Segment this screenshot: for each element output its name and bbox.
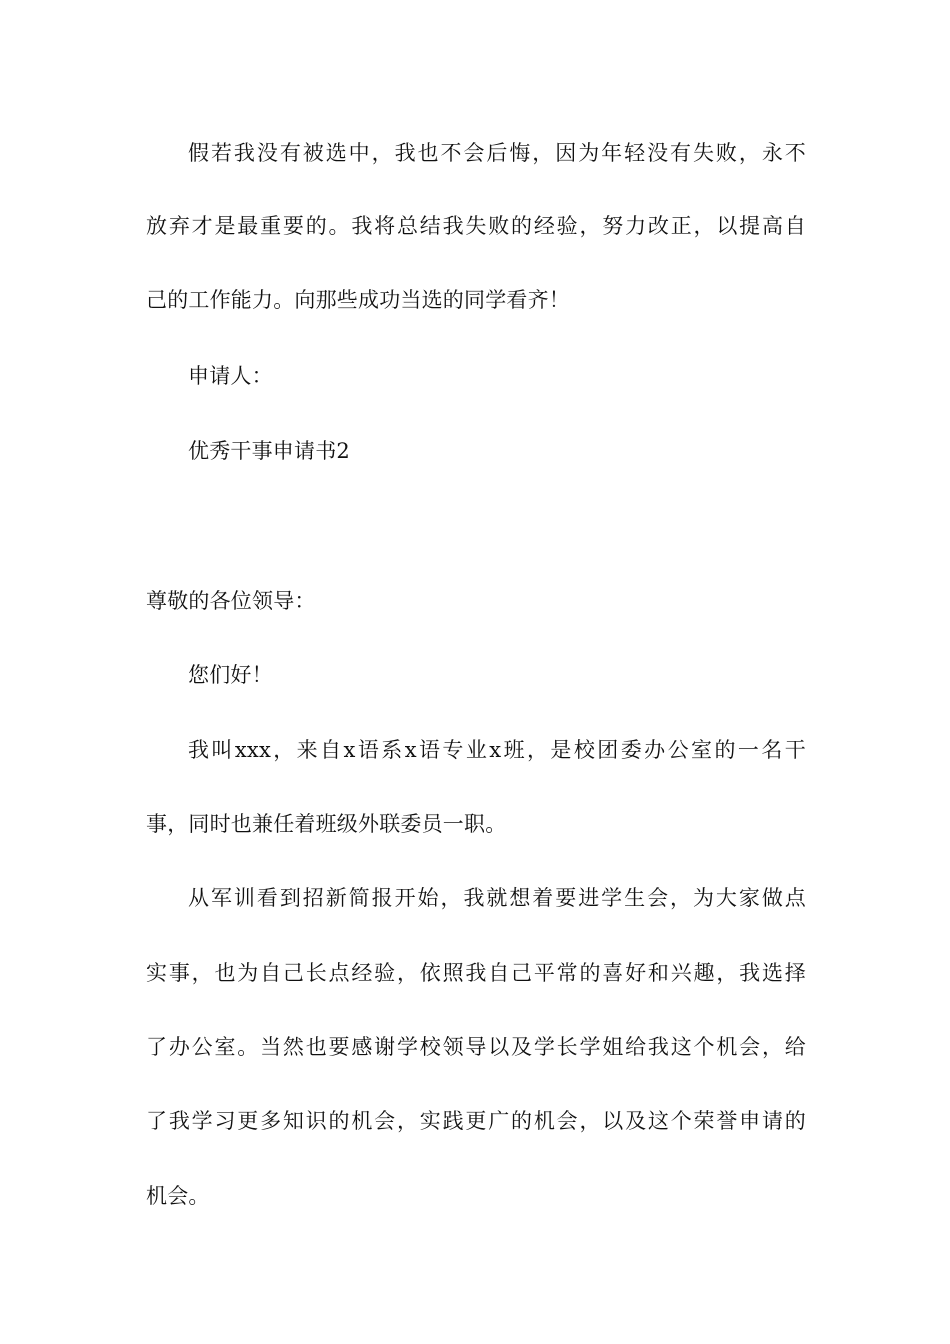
section-title: 优秀干事申请书2 xyxy=(188,439,350,463)
paragraph-line: 假若我没有被选中，我也不会后悔，因为年轻没有失败，永不 xyxy=(188,141,806,165)
paragraph-line: 己的工作能力。向那些成功当选的同学看齐！ xyxy=(146,288,570,312)
paragraph-line: 从军训看到招新简报开始，我就想着要进学生会，为大家做点 xyxy=(188,886,806,910)
salutation: 尊敬的各位领导： xyxy=(146,589,316,613)
applicant-label: 申请人： xyxy=(188,364,273,388)
paragraph-line: 了我学习更多知识的机会，实践更广的机会，以及这个荣誉申请的 xyxy=(146,1109,806,1133)
paragraph-line: 了办公室。当然也要感谢学校领导以及学长学姐给我这个机会，给 xyxy=(146,1035,806,1059)
greeting: 您们好！ xyxy=(188,663,273,687)
paragraph-line: 我叫xxx，来自x语系x语专业x班，是校团委办公室的一名干 xyxy=(188,738,806,762)
paragraph-line: 机会。 xyxy=(146,1184,210,1208)
paragraph-line: 事，同时也兼任着班级外联委员一职。 xyxy=(146,812,507,836)
paragraph-line: 实事，也为自己长点经验，依照我自己平常的喜好和兴趣，我选择 xyxy=(146,961,806,985)
paragraph-line: 放弃才是最重要的。我将总结我失败的经验，努力改正，以提高自 xyxy=(146,214,806,238)
